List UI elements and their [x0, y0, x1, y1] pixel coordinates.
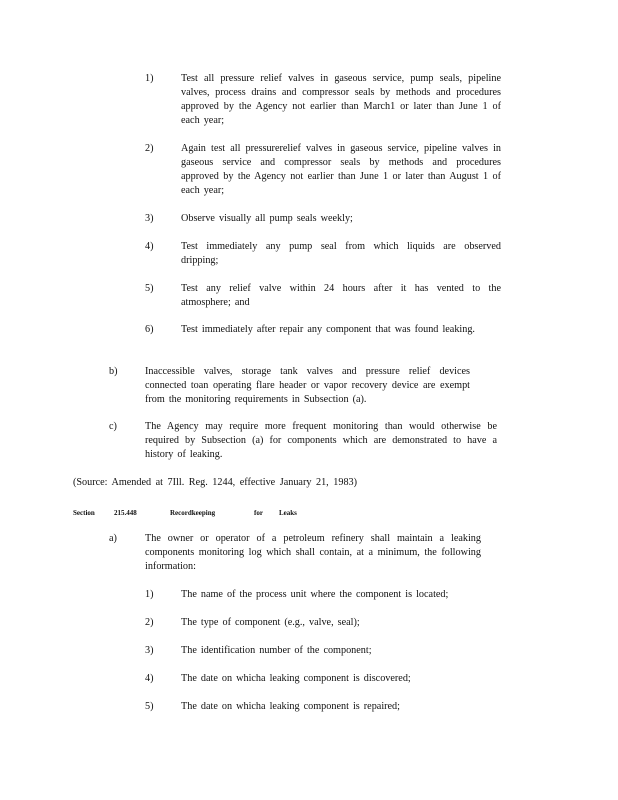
paragraph-number: b)	[109, 366, 118, 377]
section-title-word: Recordkeeping	[170, 509, 216, 517]
item-text: The identification number of the component;	[181, 645, 372, 656]
item-number: 4)	[145, 673, 154, 684]
item-text: Again test all pressurerelief valves in gaseous service, pipeline valves in gaseous service and compressor seals by methods and procedures approved by the Agency not earlier than June 1 or later than August 1 of each year;	[181, 143, 501, 196]
item-number: 3)	[145, 213, 154, 224]
section-label: Section	[73, 509, 95, 517]
item-text: The type of component (e.g., valve, seal);	[181, 617, 360, 628]
item-number: 3)	[145, 645, 154, 656]
item-text: Test any relief valve within 24 hours after it has vented to the atmosphere; and	[181, 283, 501, 308]
paragraph-text: The Agency may require more frequent monitoring than would otherwise be required by Subsection (a) for components which are demonstrated to have a history of leaking.	[145, 421, 497, 460]
item-text: The name of the process unit where the component is located;	[181, 589, 449, 600]
item-text: Test immediately any pump seal from which liquids are observed dripping;	[181, 241, 501, 266]
item-number: 5)	[145, 701, 154, 712]
section-title-word: Leaks	[279, 509, 297, 517]
item-number: 1)	[145, 589, 154, 600]
item-number: 2)	[145, 617, 154, 628]
item-number: 2)	[145, 143, 154, 154]
paragraph-number: c)	[109, 421, 117, 432]
item-number: 6)	[145, 324, 154, 335]
paragraph-text: The owner or operator of a petroleum refinery shall maintain a leaking components monitoring log which shall contain, at a minimum, the following information:	[145, 533, 481, 572]
paragraph-text: Inaccessible valves, storage tank valves and pressure relief devices connected toan operating flare header or vapor recovery device are exempt from the monitoring requirements in Subsection (a).	[145, 366, 470, 405]
section-title-word: for	[254, 509, 263, 517]
paragraph-number: a)	[109, 533, 117, 544]
item-number: 1)	[145, 73, 154, 84]
item-text: Observe visually all pump seals weekly;	[181, 213, 353, 224]
item-number: 5)	[145, 283, 154, 294]
source-note: (Source: Amended at 7Ill. Reg. 1244, effective January 21, 1983)	[73, 477, 358, 488]
item-number: 4)	[145, 241, 154, 252]
item-text: The date on whicha leaking component is discovered;	[181, 673, 411, 684]
item-text: The date on whicha leaking component is repaired;	[181, 701, 400, 712]
item-text: Test immediately after repair any component that was found leaking.	[181, 324, 475, 335]
item-text: Test all pressure relief valves in gaseous service, pump seals, pipeline valves, process drains and compressor seals by methods and procedures approved by the Agency not earlier than March1 or later than June 1 of each year;	[181, 73, 501, 126]
section-number: 215.448	[114, 509, 137, 517]
